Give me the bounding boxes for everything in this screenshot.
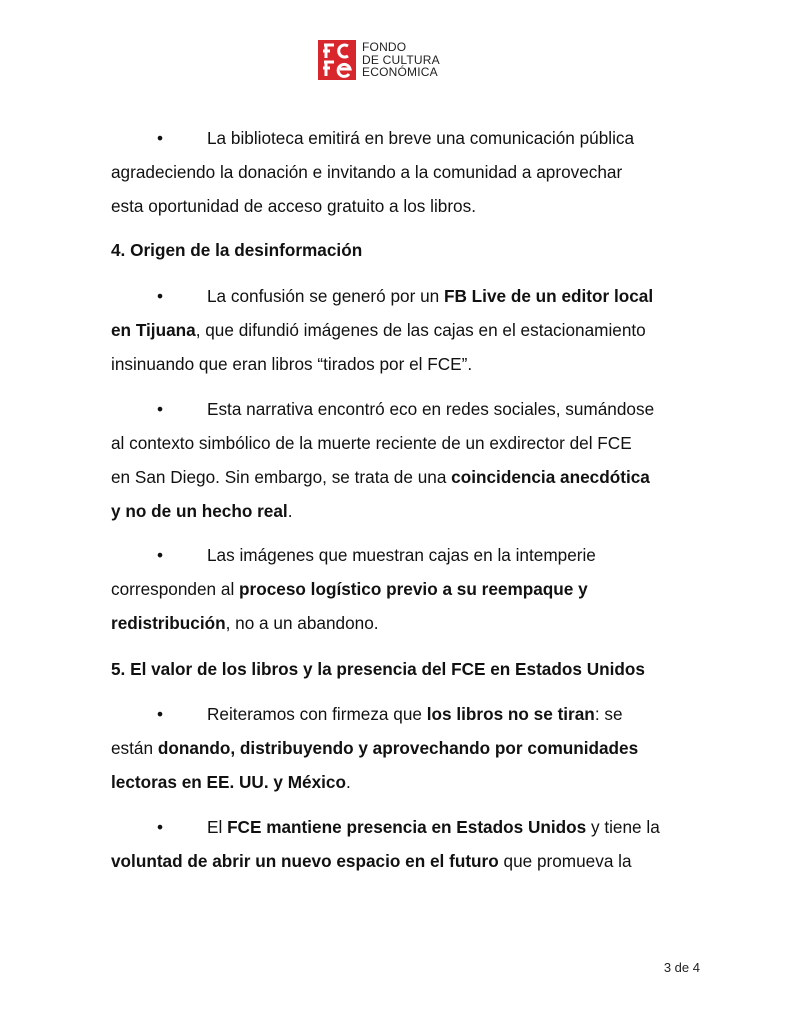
bullet: • [157, 817, 164, 837]
bullet: • [157, 399, 164, 419]
text-span: están [111, 738, 158, 758]
text-span: y tiene la [586, 817, 660, 837]
text-line: agradeciendo la donación e invitando a la comunidad a aprovechar [111, 162, 623, 182]
text-line: al contexto simbólico de la muerte reciente de un exdirector del FCE [111, 433, 632, 453]
text-span: corresponden al [111, 579, 240, 599]
logo-text [362, 41, 440, 79]
text-span: . [287, 501, 293, 521]
bold-span: y no de un hecho real [111, 501, 288, 521]
bold-span: voluntad de abrir un nuevo espacio en el futuro [111, 851, 499, 871]
text-span: Las imágenes que muestran cajas en la intemperie [207, 545, 596, 565]
text-span: , no a un abandono. [225, 613, 379, 633]
logo-line-2: DE CULTURA [362, 52, 440, 67]
bold-span: en Tijuana [111, 320, 196, 340]
section-heading-5: 5. El valor de los libros y la presencia del FCE en Estados Unidos [111, 659, 645, 679]
paragraph-fce-presence [111, 810, 711, 878]
text-span: , que difundió imágenes de las cajas en el estacionamiento [195, 320, 646, 340]
bold-span: FCE mantiene presencia en Estados Unidos [227, 817, 587, 837]
text-span: Esta narrativa encontró eco en redes sociales, sumándose [207, 399, 655, 419]
bold-span: los libros no se tiran [426, 704, 595, 724]
text-line: La biblioteca emitirá en breve una comunicación pública [207, 128, 635, 148]
text-span: en San Diego. Sin embargo, se trata de una [111, 467, 452, 487]
text-span: Reiteramos con firmeza que [207, 704, 427, 724]
logo-line-3: ECONÓMICA [362, 65, 438, 80]
bold-span: lectoras en EE. UU. y México [111, 772, 346, 792]
bold-span: proceso logístico previo a su reempaque y [239, 579, 588, 599]
bullet: • [157, 545, 164, 565]
page-number: 3 de 4 [663, 960, 700, 975]
fce-logo-icon [318, 40, 356, 80]
logo-line-1: FONDO [362, 40, 407, 55]
text-span: La confusión se generó por un [207, 286, 444, 306]
fce-logo [318, 40, 440, 80]
text-span: El [207, 817, 228, 837]
bold-span: coincidencia anecdótica [451, 467, 650, 487]
text-line: esta oportunidad de acceso gratuito a los libros. [111, 196, 476, 216]
text-span: . [346, 772, 351, 792]
paragraph-confusion [111, 279, 711, 381]
bullet: • [157, 128, 164, 148]
bullet: • [157, 704, 164, 724]
text-span: que promueva la [498, 851, 632, 871]
section-heading-4: 4. Origen de la desinformación [111, 240, 363, 260]
paragraph-library-communication [111, 121, 711, 223]
paragraph-images [111, 538, 711, 640]
paragraph-books-value [111, 697, 711, 799]
text-span: : se [594, 704, 623, 724]
text-line: insinuando que eran libros “tirados por el FCE”. [111, 354, 473, 374]
bold-span: donando, distribuyendo y aprovechando por comunidades [157, 738, 639, 758]
bullet: • [157, 286, 164, 306]
bold-span: redistribución [111, 613, 226, 633]
bold-span: FB Live de un editor local [443, 286, 654, 306]
paragraph-narrative [111, 392, 711, 528]
